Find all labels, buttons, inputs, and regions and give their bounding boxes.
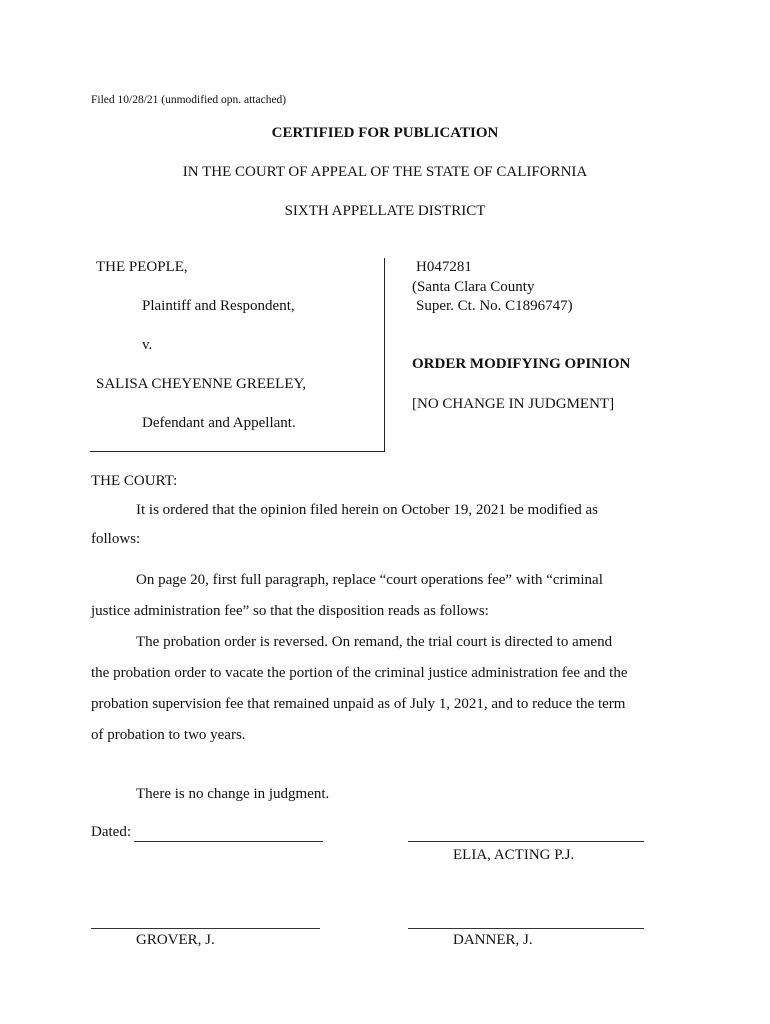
court-label: THE COURT: [91, 473, 178, 489]
elia-signature-line [408, 841, 644, 842]
para1-line2: follows: [91, 531, 141, 547]
para2-line2: justice administration fee” so that the disposition reads as follows: [91, 603, 489, 619]
danner-signature-line [408, 928, 644, 929]
no-change-sentence: There is no change in judgment. [136, 786, 330, 802]
district-heading: SIXTH APPELLATE DISTRICT [284, 203, 486, 219]
defendant-name: SALISA CHEYENNE GREELEY, [96, 376, 307, 392]
para1-line1: It is ordered that the opinion filed herein on October 19, 2021 be modified as [136, 502, 598, 518]
caption-divider-horizontal [90, 451, 385, 452]
plaintiff-name: THE PEOPLE, [96, 259, 188, 275]
para3-line4: of probation to two years. [91, 727, 246, 743]
grover-signature-line [91, 928, 320, 929]
versus-label: v. [142, 337, 153, 353]
caption-divider-vertical [384, 258, 385, 451]
county-line-1: (Santa Clara County [412, 279, 535, 295]
para2-line1: On page 20, first full paragraph, replace “court operations fee” with “criminal [136, 572, 603, 588]
para3-line1: The probation order is reversed. On remand, the trial court is directed to amend [136, 634, 613, 650]
county-line-2: Super. Ct. No. C1896747) [416, 298, 573, 314]
grover-signature-name: GROVER, J. [136, 932, 215, 948]
dated-line [134, 841, 323, 842]
dated-label: Dated: [91, 824, 131, 840]
defendant-role: Defendant and Appellant. [142, 415, 296, 431]
no-change-bracket: [NO CHANGE IN JUDGMENT] [412, 396, 615, 412]
court-heading: IN THE COURT OF APPEAL OF THE STATE OF CALIFORNIA [182, 164, 588, 180]
case-number: H047281 [416, 259, 472, 275]
para3-line2: the probation order to vacate the portion of the criminal justice administration fee and the [91, 665, 628, 681]
plaintiff-role: Plaintiff and Respondent, [142, 298, 295, 314]
order-title: ORDER MODIFYING OPINION [412, 356, 631, 372]
elia-signature-name: ELIA, ACTING P.J. [453, 847, 575, 863]
danner-signature-name: DANNER, J. [453, 932, 533, 948]
certified-heading: CERTIFIED FOR PUBLICATION [271, 125, 499, 141]
para3-line3: probation supervision fee that remained unpaid as of July 1, 2021, and to reduce the term [91, 696, 626, 712]
filed-note: Filed 10/28/21 (unmodified opn. attached) [91, 94, 287, 106]
